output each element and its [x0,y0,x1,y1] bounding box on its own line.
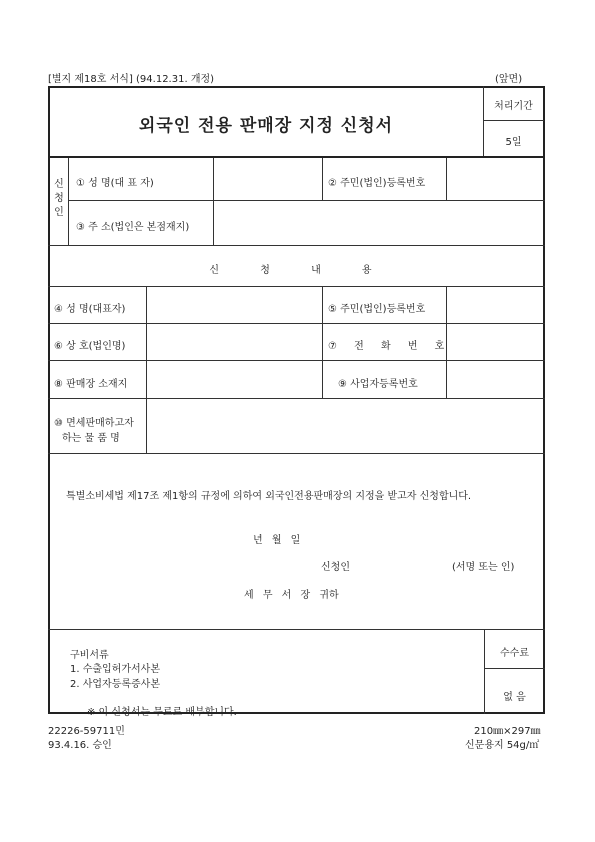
shop-location-label: ⑧ 판매장 소재지 [54,379,128,390]
signature-placeholder: (서명 또는 인) [452,562,515,573]
goods-field[interactable] [148,400,543,452]
applicant-name-field[interactable] [215,160,320,198]
approval-date: 93.4.16. 승인 [48,740,112,751]
goods-label-line2: 하는 물 품 명 [62,433,120,444]
attachment-item: 1. 수출입허가서사본 [70,664,160,675]
form-code: 22226-59711민 [48,726,125,737]
content-heading: 신 청 내 용 [209,265,384,276]
applicant-regno-label: ② 주민(법인)등록번호 [328,178,426,189]
processing-period-label: 처리기간 [494,101,533,112]
shop-location-field[interactable] [148,362,320,397]
phone-label: ⑦ 전 화 번 호 [328,341,445,352]
applicant-address-label: ③ 주 소(법인은 본점재지) [76,222,190,233]
applicant-sign-label: 신청인 [321,562,350,573]
trade-name-field[interactable] [148,325,320,359]
free-distribution-note: ※ 이 신청서는 무료로 배부합니다. [87,707,237,718]
attachment-item: 2. 사업자등록증사본 [70,679,160,690]
addressee: 세 무 서 장 귀하 [244,590,339,601]
paper-size: 210㎜×297㎜ [474,726,541,737]
statement-text: 특별소비세법 제17조 제1항의 규정에 의하여 외국인전용판매장의 지정을 받고자 신청합니다. [66,491,472,502]
processing-period-value: 5일 [505,137,522,148]
application-date: 년 월 일 [253,535,301,546]
applicant-regno-field[interactable] [448,160,543,198]
owner-name-field[interactable] [148,288,320,322]
owner-name-label: ④ 성 명(대표자) [54,304,126,315]
applicant-name-label: ① 성 명(대 표 자) [76,178,154,189]
trade-name-label: ⑥ 상 호(법인명) [54,341,126,352]
fee-value: 없 음 [503,692,526,703]
page-side-label: (앞면) [495,74,523,85]
paper-type: 신문용지 54g/㎡ [465,740,540,751]
form-title: 외국인 전용 판매장 지정 신청서 [138,115,394,136]
owner-regno-field[interactable] [448,288,543,322]
goods-label-line1: ⑩ 면세판매하고자 [54,418,134,429]
form-number: [별지 제18호 서식] (94.12.31. 개정) [48,74,215,85]
attachments-title: 구비서류 [70,650,109,661]
applicant-address-field[interactable] [215,202,543,244]
phone-field[interactable] [448,325,543,359]
business-regno-field[interactable] [448,362,543,397]
owner-regno-label: ⑤ 주민(법인)등록번호 [328,304,426,315]
business-regno-label: ⑨ 사업자등록번호 [338,379,418,390]
applicant-side-label: 신 청 인 [54,179,64,218]
fee-label: 수수료 [500,648,529,659]
